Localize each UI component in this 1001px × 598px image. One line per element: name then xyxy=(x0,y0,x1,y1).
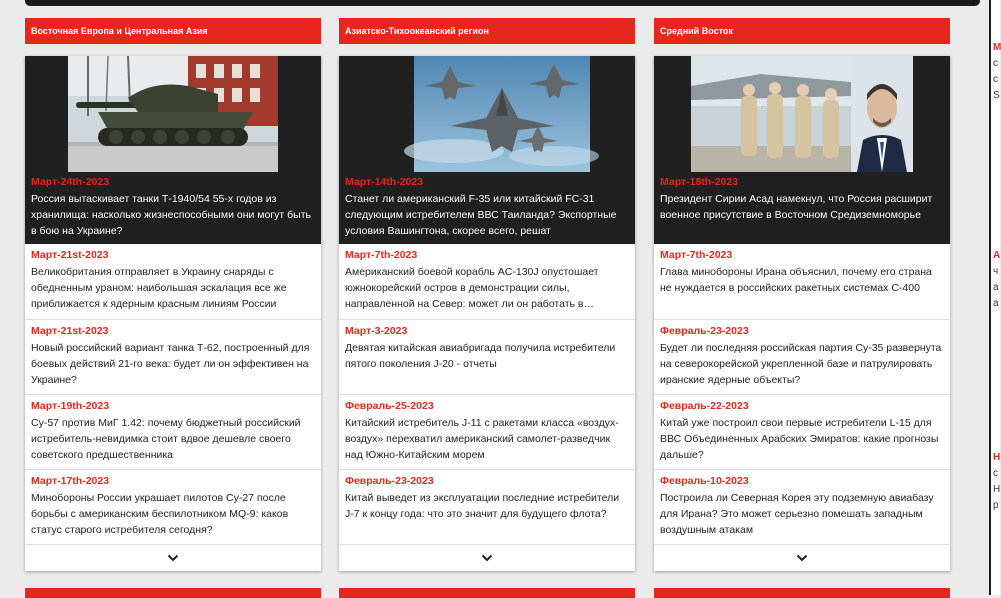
clipped-text: c xyxy=(993,74,998,85)
news-item[interactable] xyxy=(654,319,950,394)
featured-date: Март-24th-2023 xyxy=(31,176,110,188)
right-column-edge xyxy=(989,0,991,595)
news-item-date: Февраль-22-2023 xyxy=(660,400,749,412)
news-item-title[interactable]: Су-57 против МиГ 1.42: почему бюджетный российский истребитель-невидимка стоит вдвое дешевле своего советского предшественника xyxy=(31,417,301,461)
clipped-text: р xyxy=(993,500,999,511)
news-item-date: Март-19th-2023 xyxy=(31,400,110,412)
featured-title[interactable]: Россия вытаскивает танки Т-1940/54 55-х годов из хранилища: насколько жизнеспособными они могут быть в бою на Украине? xyxy=(31,193,311,237)
news-item-date: Февраль-10-2023 xyxy=(660,475,749,487)
clipped-text: ч xyxy=(993,266,999,277)
featured-date: Март-14th-2023 xyxy=(345,176,424,188)
clipped-text: S xyxy=(993,90,1000,101)
news-item-date: Март-7th-2023 xyxy=(345,249,418,261)
column-header[interactable]: Восточная Европа и Центральная Азия xyxy=(25,18,321,44)
clipped-text: c xyxy=(993,58,998,69)
show-more-button[interactable] xyxy=(339,544,635,571)
news-item[interactable] xyxy=(339,244,635,319)
clipped-text: а xyxy=(993,282,999,293)
news-item[interactable] xyxy=(25,319,321,394)
clipped-text: M xyxy=(993,42,1001,53)
news-card xyxy=(654,56,950,571)
featured-date: Март-18th-2023 xyxy=(660,176,739,188)
news-item-date: Февраль-23-2023 xyxy=(660,325,749,337)
region-column-middle-east xyxy=(654,18,950,571)
chevron-down-icon xyxy=(796,554,808,562)
news-item[interactable] xyxy=(25,469,321,544)
featured-article[interactable] xyxy=(25,56,321,244)
next-section-header xyxy=(339,588,635,598)
featured-image-tank[interactable] xyxy=(68,56,278,172)
clipped-text: A xyxy=(993,250,1001,261)
chevron-down-icon xyxy=(167,554,179,562)
news-item-title[interactable]: Девятая китайская авиабригада получила истребители пятого поколения J-20 - отчеты xyxy=(345,342,616,370)
clipped-text: а xyxy=(993,298,999,309)
news-item-date: Март-21st-2023 xyxy=(31,249,109,261)
news-item-date: Февраль-23-2023 xyxy=(345,475,434,487)
news-item-title[interactable]: Новый российский вариант танка Т-62, построенный для боевых действий 21-го века: будет ли он эффективен на Украине? xyxy=(31,342,310,386)
top-dark-bar xyxy=(25,0,980,6)
region-column-asia-pacific xyxy=(339,18,635,571)
news-item[interactable] xyxy=(339,394,635,469)
news-card xyxy=(339,56,635,571)
next-section-header xyxy=(654,588,950,598)
clipped-text: с xyxy=(993,468,998,479)
news-item-date: Март-17th-2023 xyxy=(31,475,110,487)
featured-article[interactable] xyxy=(654,56,950,244)
featured-article[interactable] xyxy=(339,56,635,244)
news-item-title[interactable]: Глава минобороны Ирана объяснил, почему его страна не нуждается в российских ракетных системах С-400 xyxy=(660,266,932,294)
news-item-title[interactable]: Китайский истребитель J-11 с ракетами класса «воздух-воздух» перехватил американский самолет-разведчик над Южно-Китайским морем xyxy=(345,417,619,461)
news-item-date: Март-21st-2023 xyxy=(31,325,109,337)
news-item[interactable] xyxy=(654,394,950,469)
chevron-down-icon xyxy=(481,554,493,562)
show-more-button[interactable] xyxy=(654,544,950,571)
news-item[interactable] xyxy=(339,469,635,544)
news-item-date: Март-3-2023 xyxy=(345,325,408,337)
featured-title[interactable]: Президент Сирии Асад намекнул, что Россия расширит военное присутствие в Восточном Средиземноморье xyxy=(660,193,933,221)
news-item-title[interactable]: Минобороны России украшает пилотов Су-27 после борьбы с американским беспилотником MQ-9: каков статус старого истребителя сегодня? xyxy=(31,492,289,536)
featured-image-pilots[interactable] xyxy=(691,56,913,172)
news-item[interactable] xyxy=(654,469,950,544)
column-header[interactable]: Азиатско-Тихоокеанский регион xyxy=(339,18,635,44)
news-item-title[interactable]: Китай выведет из эксплуатации последние истребители J-7 к концу года: что это значит для будущего флота? xyxy=(345,492,620,520)
news-item-date: Март-7th-2023 xyxy=(660,249,733,261)
news-item-title[interactable]: Будет ли последняя российская партия Су-35 развернута на северокорейской укрепленной базе и патрулировать иранские ядерные объекты? xyxy=(660,342,942,386)
column-header[interactable]: Средний Восток xyxy=(654,18,950,44)
news-item-title[interactable]: Американский боевой корабль AC-130J опустошает южнокорейский остров в демонстрации силы, направленной на Север: может ли он работать в… xyxy=(345,266,599,310)
news-item-date: Февраль-25-2023 xyxy=(345,400,434,412)
clipped-text: Н xyxy=(993,452,1001,463)
news-card xyxy=(25,56,321,571)
news-item[interactable] xyxy=(25,244,321,319)
news-item-title[interactable]: Великобритания отправляет в Украину снаряды с обедненным ураном: наибольшая эскалация все же приближается к ядерным красным линиям России xyxy=(31,266,287,310)
news-item[interactable] xyxy=(25,394,321,469)
region-column-eastern-europe xyxy=(25,18,321,571)
news-item-title[interactable]: Построила ли Северная Корея эту подземную авиабазу для Ирана? Это может серьезно помешать западным воздушным атакам xyxy=(660,492,934,536)
next-section-header xyxy=(25,588,321,598)
right-column-clipped xyxy=(989,0,1000,595)
news-item[interactable] xyxy=(339,319,635,394)
featured-title[interactable]: Станет ли американский F-35 или китайский FC-31 следующим истребителем ВВС Таиланда? Экспортные условия Вашингтона, скорее всего, решат xyxy=(345,193,617,237)
show-more-button[interactable] xyxy=(25,544,321,571)
news-item-title[interactable]: Китай уже построил свои первые истребители L-15 для ВВС Объединенных Арабских Эмиратов: какие прогнозы дальше? xyxy=(660,417,939,461)
news-item[interactable] xyxy=(654,244,950,319)
featured-image-jets[interactable] xyxy=(414,56,590,172)
clipped-text: Н xyxy=(993,484,1001,495)
